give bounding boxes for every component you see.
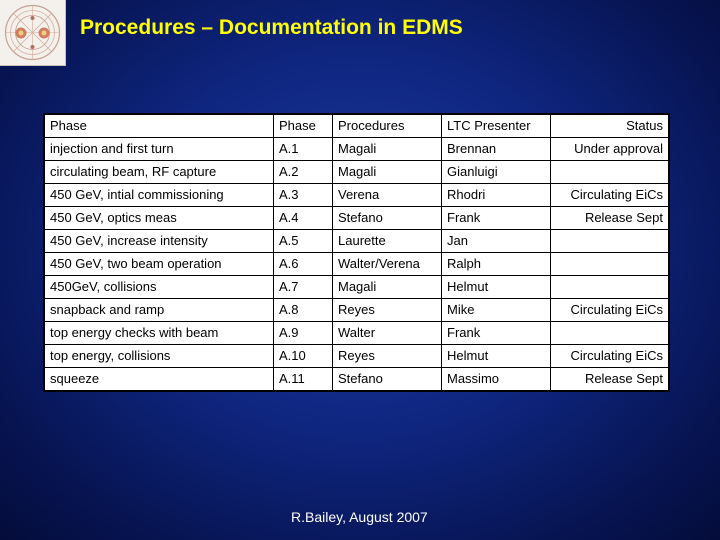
table-header-row xyxy=(44,114,669,138)
status-cell: Circulating EiCs xyxy=(551,345,670,368)
ltc-presenter-cell: Ralph xyxy=(442,253,551,276)
procedure-owner-cell: Reyes xyxy=(333,345,442,368)
status-cell xyxy=(551,253,670,276)
phase-code-cell: A.8 xyxy=(274,299,333,322)
ltc-presenter-cell: Massimo xyxy=(442,368,551,392)
phase-description-cell: 450GeV, collisions xyxy=(44,276,274,299)
status-cell xyxy=(551,161,670,184)
table-row xyxy=(44,207,669,230)
table-row xyxy=(44,299,669,322)
header-ltc-presenter: LTC Presenter xyxy=(442,114,551,138)
phase-code-cell: A.4 xyxy=(274,207,333,230)
procedures-table xyxy=(43,113,670,392)
lhc-ring-logo-icon xyxy=(0,0,66,66)
phase-code-cell: A.9 xyxy=(274,322,333,345)
procedure-owner-cell: Stefano xyxy=(333,207,442,230)
header-phase-code: Phase xyxy=(274,114,333,138)
table-row xyxy=(44,276,669,299)
ltc-presenter-cell: Frank xyxy=(442,207,551,230)
procedure-owner-cell: Verena xyxy=(333,184,442,207)
table-row xyxy=(44,368,669,392)
footer-credit: R.Bailey, August 2007 xyxy=(291,509,428,525)
ltc-presenter-cell: Gianluigi xyxy=(442,161,551,184)
phase-code-cell: A.6 xyxy=(274,253,333,276)
phase-description-cell: circulating beam, RF capture xyxy=(44,161,274,184)
phase-code-cell: A.7 xyxy=(274,276,333,299)
status-cell xyxy=(551,276,670,299)
procedure-owner-cell: Magali xyxy=(333,276,442,299)
table-row xyxy=(44,322,669,345)
table-row xyxy=(44,184,669,207)
ltc-presenter-cell: Frank xyxy=(442,322,551,345)
table-row xyxy=(44,253,669,276)
phase-description-cell: 450 GeV, intial commissioning xyxy=(44,184,274,207)
table-row xyxy=(44,230,669,253)
procedure-owner-cell: Magali xyxy=(333,138,442,161)
phase-description-cell: squeeze xyxy=(44,368,274,392)
status-cell: Circulating EiCs xyxy=(551,299,670,322)
phase-code-cell: A.1 xyxy=(274,138,333,161)
phase-description-cell: top energy, collisions xyxy=(44,345,274,368)
table-row xyxy=(44,138,669,161)
status-cell xyxy=(551,230,670,253)
phase-description-cell: top energy checks with beam xyxy=(44,322,274,345)
status-cell xyxy=(551,322,670,345)
header-status: Status xyxy=(551,114,670,138)
status-cell: Circulating EiCs xyxy=(551,184,670,207)
phase-code-cell: A.3 xyxy=(274,184,333,207)
phase-description-cell: snapback and ramp xyxy=(44,299,274,322)
phase-description-cell: injection and first turn xyxy=(44,138,274,161)
phase-code-cell: A.10 xyxy=(274,345,333,368)
procedure-owner-cell: Walter/Verena xyxy=(333,253,442,276)
ltc-presenter-cell: Helmut xyxy=(442,345,551,368)
ltc-presenter-cell: Mike xyxy=(442,299,551,322)
procedure-owner-cell: Laurette xyxy=(333,230,442,253)
phase-code-cell: A.2 xyxy=(274,161,333,184)
status-cell: Release Sept xyxy=(551,368,670,392)
table-row xyxy=(44,345,669,368)
procedure-owner-cell: Stefano xyxy=(333,368,442,392)
table-row xyxy=(44,161,669,184)
phase-code-cell: A.11 xyxy=(274,368,333,392)
phase-code-cell: A.5 xyxy=(274,230,333,253)
ltc-presenter-cell: Helmut xyxy=(442,276,551,299)
ltc-presenter-cell: Brennan xyxy=(442,138,551,161)
status-cell: Under approval xyxy=(551,138,670,161)
page-title: Procedures – Documentation in EDMS xyxy=(80,16,463,39)
header-procedures: Procedures xyxy=(333,114,442,138)
header-phase-description: Phase xyxy=(44,114,274,138)
procedures-table-body xyxy=(44,114,669,391)
procedure-owner-cell: Magali xyxy=(333,161,442,184)
lhc-ring-logo-graphic xyxy=(0,0,65,65)
status-cell: Release Sept xyxy=(551,207,670,230)
procedure-owner-cell: Walter xyxy=(333,322,442,345)
phase-description-cell: 450 GeV, optics meas xyxy=(44,207,274,230)
phase-description-cell: 450 GeV, two beam operation xyxy=(44,253,274,276)
ltc-presenter-cell: Rhodri xyxy=(442,184,551,207)
procedure-owner-cell: Reyes xyxy=(333,299,442,322)
ltc-presenter-cell: Jan xyxy=(442,230,551,253)
phase-description-cell: 450 GeV, increase intensity xyxy=(44,230,274,253)
